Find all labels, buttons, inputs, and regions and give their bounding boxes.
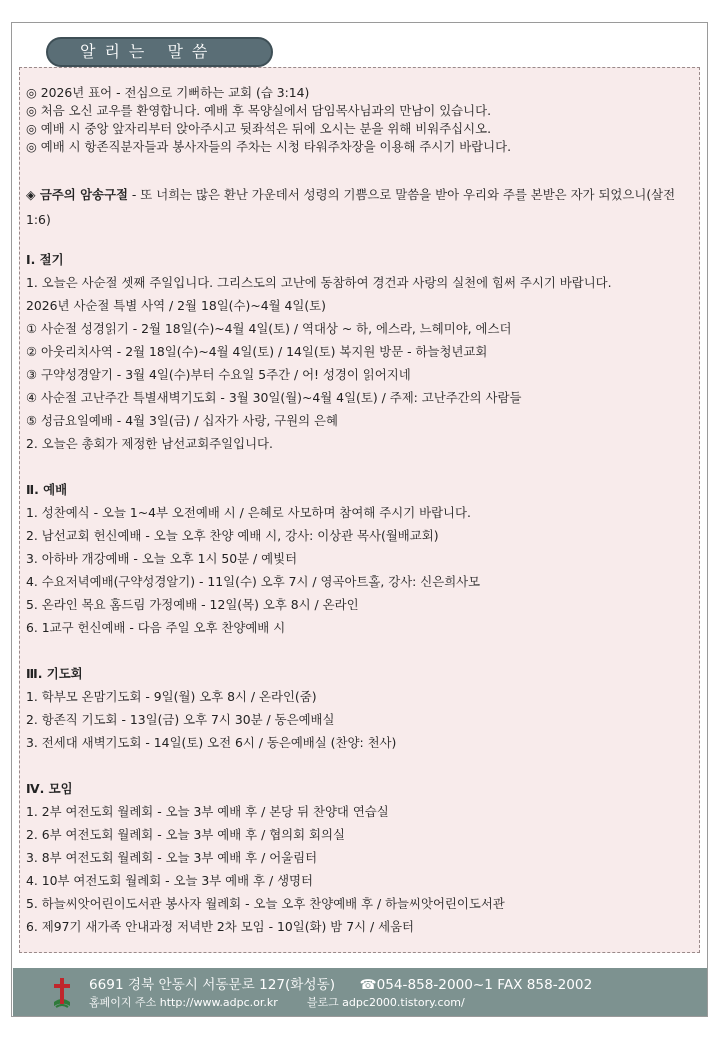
notice-item: ◎ 예배 시 항존직분자들과 봉사자들의 주차는 시청 타워주차장을 이용해 주시기 바랍니다. <box>26 139 512 154</box>
memory-verse-label: ◈ 금주의 암송구절 <box>26 187 128 202</box>
list-item: 2. 남선교회 헌신예배 - 오늘 오후 찬양 예배 시, 강사: 이상관 목사(월배교회) <box>26 528 439 543</box>
footer-links <box>89 996 465 1010</box>
list-item: 6. 제97기 새가족 안내과정 저녁반 2차 모임 - 10일(화) 밤 7시 / 세움터 <box>26 919 415 934</box>
footer-bar <box>13 968 707 1016</box>
section-title-prayer: Ⅲ. 기도회 <box>26 666 83 681</box>
list-item: ④ 사순절 고난주간 특별새벽기도회 - 3월 30일(월)~4월 4일(토) / 주제: 고난주간의 사람들 <box>26 390 522 405</box>
list-item: 3. 전세대 새벽기도회 - 14일(토) 오전 6시 / 동은예배실 (찬양: 천사) <box>26 735 397 750</box>
list-item: 1. 성찬예식 - 오늘 1~4부 오전예배 시 / 은혜로 사모하며 참여해 주시기 바랍니다. <box>26 505 471 520</box>
list-item: 4. 수요저녁예배(구약성경알기) - 11일(수) 오후 7시 / 영곡아트홀, 강사: 신은희사모 <box>26 574 481 589</box>
list-item: 6. 1교구 헌신예배 - 다음 주일 오후 찬양예배 시 <box>26 620 286 635</box>
homepage-link[interactable]: 홈페이지 주소 http://www.adpc.or.kr <box>89 996 278 1009</box>
list-item: ③ 구약성경알기 - 3월 4일(수)부터 수요일 5주간 / 어! 성경이 읽어지네 <box>26 367 411 382</box>
section-title-worship: Ⅱ. 예배 <box>26 482 68 497</box>
section-title-meetings: Ⅳ. 모임 <box>26 781 73 796</box>
list-item: 1. 2부 여전도회 월례회 - 오늘 3부 예배 후 / 본당 뒤 찬양대 연습실 <box>26 804 389 819</box>
list-item: 5. 하늘씨앗어린이도서관 봉사자 월례회 - 오늘 오후 찬양예배 후 / 하늘씨앗어린이도서관 <box>26 896 505 911</box>
section-title-festival: Ⅰ. 절기 <box>26 252 64 267</box>
memory-verse <box>26 182 690 232</box>
list-item: ② 아웃리치사역 - 2월 18일(수)~4월 4일(토) / 14일(토) 복지원 방문 - 하늘청년교회 <box>26 344 488 359</box>
section-list <box>26 248 690 938</box>
announcement-box <box>19 67 700 953</box>
list-item: 2. 오늘은 총회가 제정한 남선교회주일입니다. <box>26 436 273 451</box>
page-title: 알리는 말씀 <box>46 37 273 67</box>
blog-link[interactable]: 블로그 adpc2000.tistory.com/ <box>306 996 465 1009</box>
footer-contact <box>89 976 592 994</box>
list-item: 1. 학부모 온맘기도회 - 9일(월) 오후 8시 / 온라인(줌) <box>26 689 317 704</box>
list-item: 5. 온라인 목요 홈드림 가정예배 - 12일(목) 오후 8시 / 온라인 <box>26 597 359 612</box>
notice-item: ◎ 2026년 표어 - 전심으로 기뻐하는 교회 (습 3:14) <box>26 85 310 100</box>
notice-item: ◎ 처음 오신 교우를 환영합니다. 예배 후 목양실에서 담임목사님과의 만남이 있습니다. <box>26 103 492 118</box>
notice-item: ◎ 예배 시 중앙 앞자리부터 앉아주시고 뒷좌석은 뒤에 오시는 분을 위해 비워주십시오. <box>26 121 492 136</box>
footer-address: 6691 경북 안동시 서동문로 127(화성동) <box>89 977 336 993</box>
church-cross-logo-icon <box>51 976 73 1010</box>
list-item: 2026년 사순절 특별 사역 / 2월 18일(수)~4월 4일(토) <box>26 298 326 313</box>
list-item: 3. 아하바 개강예배 - 오늘 오후 1시 50분 / 예빛터 <box>26 551 298 566</box>
list-item: ⑤ 성금요일예배 - 4월 3일(금) / 십자가 사랑, 구원의 은혜 <box>26 413 338 428</box>
list-item: ① 사순절 성경읽기 - 2월 18일(수)~4월 4일(토) / 역대상 ~ 하, 에스라, 느헤미야, 에스더 <box>26 321 512 336</box>
footer-phone: ☎054-858-2000~1 FAX 858-2002 <box>359 977 593 993</box>
list-item: 3. 8부 여전도회 월례회 - 오늘 3부 예배 후 / 어울림터 <box>26 850 318 865</box>
list-item: 2. 6부 여전도회 월례회 - 오늘 3부 예배 후 / 협의회 회의실 <box>26 827 345 842</box>
notice-list <box>26 84 511 156</box>
list-item: 4. 10부 여전도회 월례회 - 오늘 3부 예배 후 / 생명터 <box>26 873 313 888</box>
list-item: 2. 항존직 기도회 - 13일(금) 오후 7시 30분 / 동은예배실 <box>26 712 335 727</box>
list-item: 1. 오늘은 사순절 셋째 주일입니다. 그리스도의 고난에 동참하여 경건과 사랑의 실천에 힘써 주시기 바랍니다. <box>26 275 612 290</box>
memory-verse-text: - 또 너희는 많은 환난 가운데서 성령의 기쁨으로 말씀을 받아 우리와 주를 본받은 자가 되었으니(살전 1:6) <box>26 187 676 227</box>
